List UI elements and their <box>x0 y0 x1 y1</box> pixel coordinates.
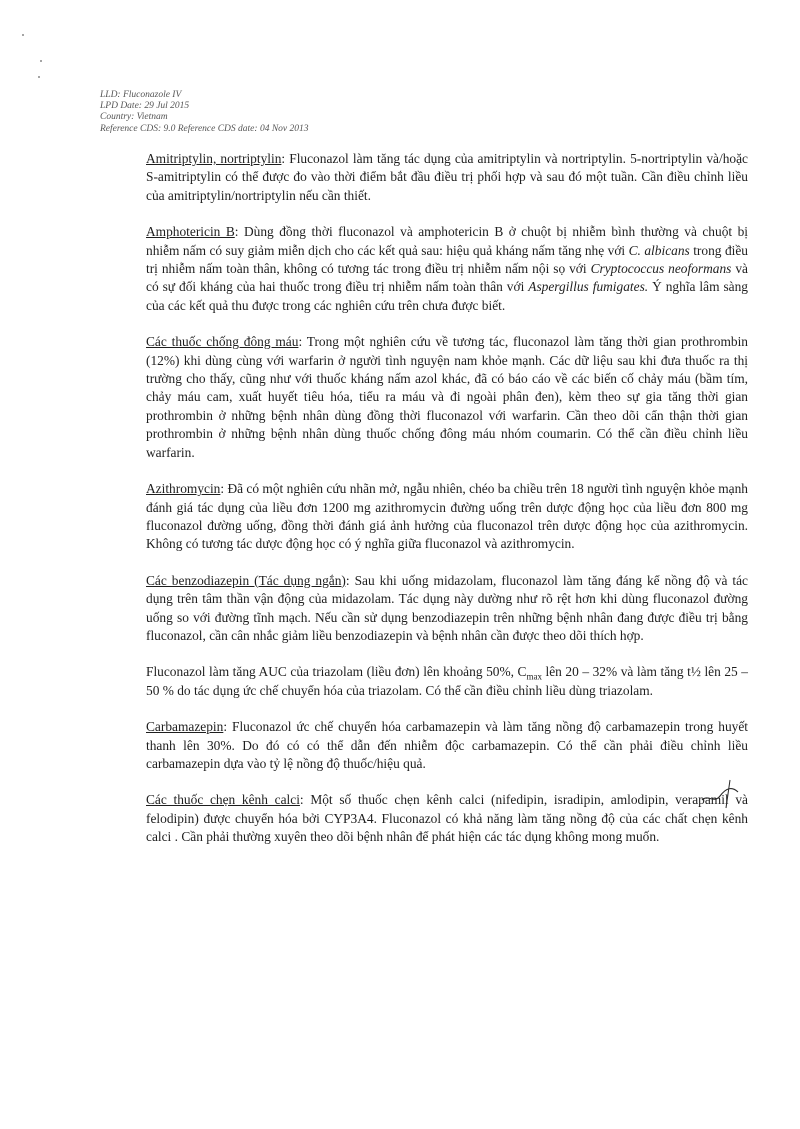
document-body <box>146 150 748 865</box>
paragraph-text: lên 20 – 32% và làm tăng t½ lên 25 – 50 % do tác dụng ức chế chuyển hóa của triazolam. Có thể cần điều chỉnh liều dùng triazolam. <box>146 664 748 698</box>
species-name: Cryptococcus neoformans <box>590 261 732 277</box>
paragraph-calcium-channel-blockers <box>146 791 748 846</box>
header-lpd-date: LPD Date: 29 Jul 2015 <box>100 101 190 112</box>
drug-heading: Các thuốc chống đông máu <box>146 334 299 350</box>
header-reference-cds: Reference CDS: 9.0 Reference CDS date: 04 Nov 2013 <box>100 123 309 134</box>
paragraph-benzodiazepin <box>146 572 748 646</box>
drug-heading: Các thuốc chẹn kênh calci <box>146 792 300 808</box>
species-name: Aspergillus fumigates. <box>528 279 649 295</box>
scan-speck <box>38 76 40 78</box>
drug-heading: Amitriptylin, nortriptylin <box>146 151 282 166</box>
header-lld: LLD: Fluconazole IV <box>100 90 182 100</box>
paragraph-triazolam <box>146 663 748 700</box>
scan-speck <box>40 60 42 62</box>
paragraph-text: : Fluconazol ức chế chuyển hóa carbamazepin và làm tăng nồng độ carbamazepin trong huyết thanh lên 30%. Do đó có có thể dẫn đến nhiễm độc carbamazepin. Có thể cần phải điều chỉnh liều carbamazepin dựa vào tỷ lệ nồng độ thuốc/hiệu quả. <box>146 719 748 771</box>
scan-speck <box>22 34 24 36</box>
drug-heading: Azithromycin <box>146 481 221 497</box>
handwritten-mark-icon <box>700 778 744 812</box>
paragraph-text: : Một số thuốc chẹn kênh calci (nifedipin, isradipin, amlodipin, verapamil và felodipin) được chuyển hóa bởi CYP3A4. Fluconazol có khả năng làm tăng nồng độ của các chất chẹn kênh calci . Cần phải thường xuyên theo dõi bệnh nhân để phát hiện các tác dụng không mong muốn. <box>146 792 748 845</box>
paragraph-text: : Sau khi uống midazolam, fluconazol làm tăng đáng kể nồng độ và tác dụng trên tâm thần vận động của midazolam. Tác dụng này dường như rõ rệt hơn khi dùng fluconazol đường uống so với đường tĩnh mạch. Nếu cần sử dụng benzodiazepin trên những bệnh nhân đang được điều trị bằng fluconazol, cần cân nhắc giảm liều benzodiazepin và bệnh nhân cần được theo dõi thích hợp. <box>146 572 748 643</box>
paragraph-text: : Đã có một nghiên cứu nhãn mở, ngẫu nhiên, chéo ba chiều trên 18 người tình nguyện khỏe mạnh đánh giá tác dụng của liều đơn 1200 mg azithromycin đường uống trên dược động học của liều đơn 800 mg fluconazol đường uống, đồng thời đánh giá ảnh hưởng của fluconazol trên dược động học của azithromycin. Không có tương tác dược động học có ý nghĩa giữa fluconazol và azithromycin. <box>146 481 748 552</box>
paragraph-amphotericin <box>146 223 748 315</box>
paragraph-azithromycin <box>146 480 748 554</box>
header-country: Country: Vietnam <box>100 112 168 123</box>
paragraph-carbamazepin <box>146 718 748 773</box>
paragraph-text: Fluconazol làm tăng AUC của triazolam (liều đơn) lên khoảng 50%, C <box>146 664 527 680</box>
paragraph-amitriptylin <box>146 150 748 205</box>
drug-heading: Các benzodiazepin (Tác dụng ngắn) <box>146 572 346 588</box>
paragraph-text: : Trong một nghiên cứu về tương tác, fluconazol làm tăng thời gian prothrombin (12%) khi dùng cùng với warfarin ở người tình nguyện nam khỏe mạnh. Các dữ liệu sau khi đưa thuốc ra thị trường cho thấy, cũng như với thuốc kháng nấm azol khác, đã có báo cáo về các biến cố chảy máu (bầm tím, chảy máu cam, xuất huyết tiêu hóa, tiểu ra máu và đi ngoài phân đen), kèm theo sự gia tăng thời gian prothrombin ở những bệnh nhân dùng đồng thời fluconazol với warfarin. Cần theo dõi cẩn thận thời gian prothrombin ở những bệnh nhân dùng thuốc chống đông máu nhóm coumarin. Có thể cần điều chỉnh liều warfarin. <box>146 334 748 460</box>
species-name: C. albicans <box>628 242 690 258</box>
paragraph-anticoagulants <box>146 333 748 462</box>
drug-heading: Carbamazepin <box>146 719 224 735</box>
drug-heading: Amphotericin B <box>146 224 235 240</box>
paragraph-text: và có sự đối kháng của hai thuốc trong điều trị nhiễm nấm toàn thân với <box>146 261 748 295</box>
paragraph-text: : Dùng đồng thời fluconazol và amphotericin B ở chuột bị nhiễm bình thường và chuột bị nhiễm nấm có suy giảm miễn dịch cho các kết quả sau: hiệu quả kháng nấm tăng nhẹ với <box>146 224 748 258</box>
paragraph-text: Ý nghĩa lâm sàng của các kết quả thu được trong các nghiên cứu trên chưa được biết. <box>146 279 749 313</box>
cmax-subscript: max <box>526 672 542 683</box>
paragraph-text: : Fluconazol làm tăng tác dụng của amitriptylin và nortriptylin. 5-nortriptylin và/hoặc S-amitriptylin có thể được đo vào thời điểm bắt đầu điều trị phối hợp và sau đó một tuần. Cần điều chỉnh liều của amitriptylin/nortriptylin nếu cần thiết. <box>146 151 748 203</box>
document-header <box>100 90 309 135</box>
paragraph-text: trong điều trị nhiễm nấm toàn thân, không có tương tác trong điều trị nhiễm nấm nội sọ với <box>146 242 748 277</box>
